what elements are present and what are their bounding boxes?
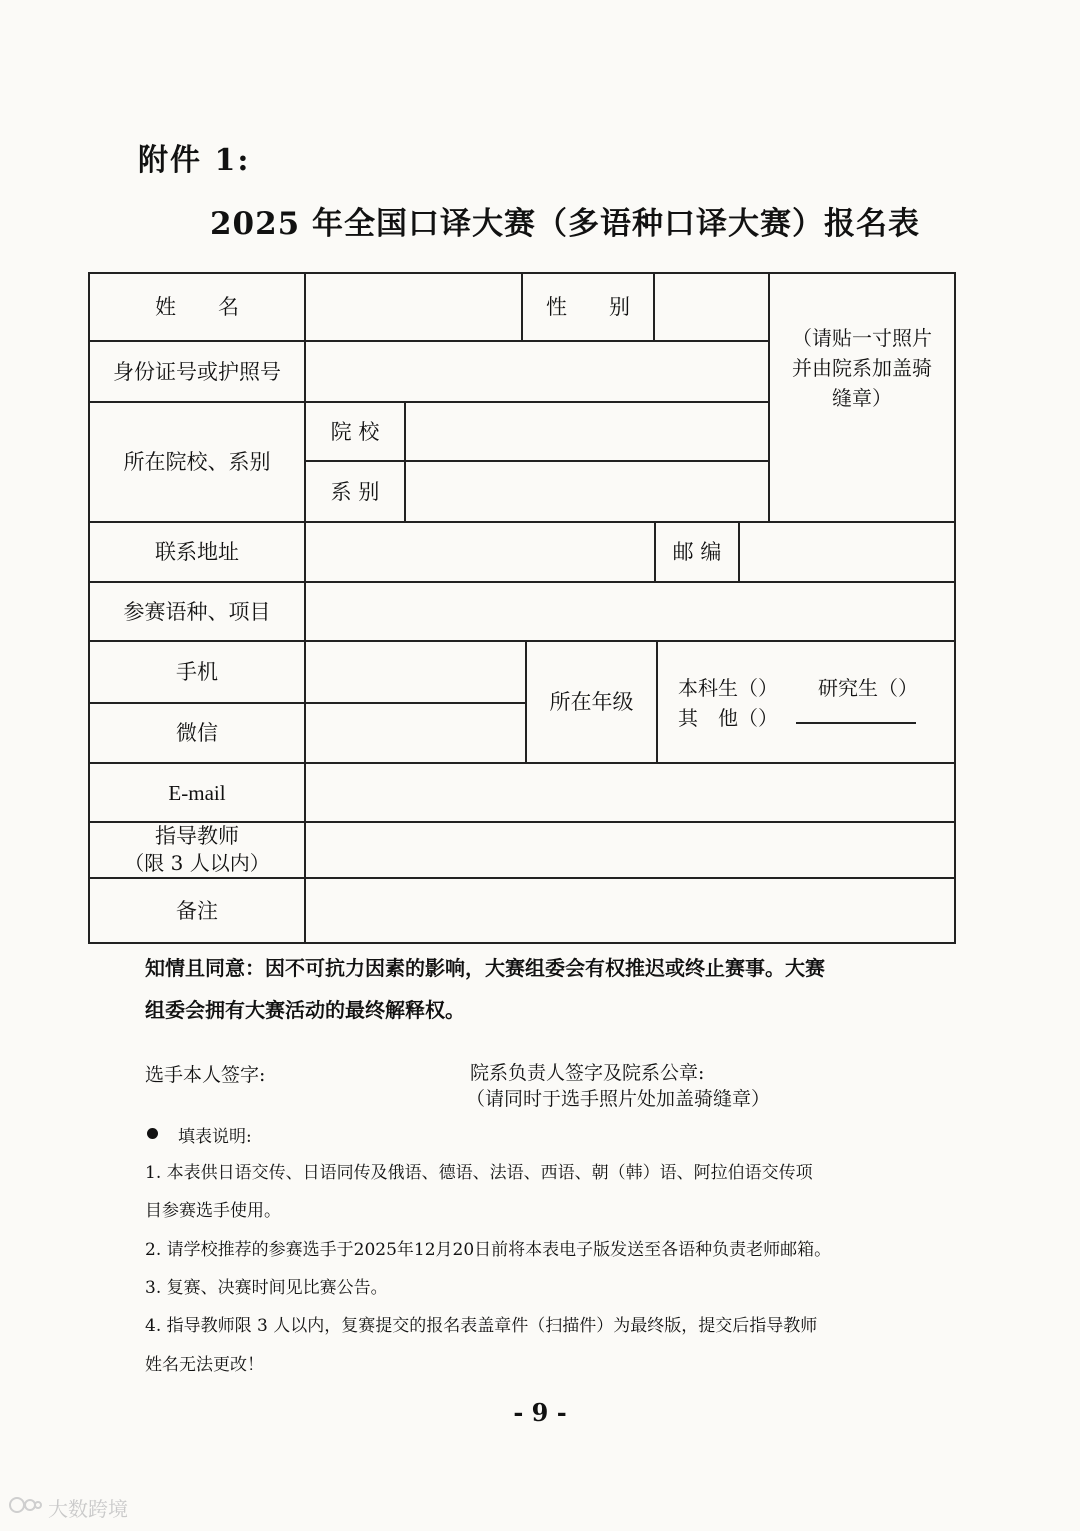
school-field[interactable] — [406, 403, 768, 460]
instruction-line-1: 1. 本表供日语交传、日语同传及俄语、德语、法语、西语、朝（韩）语、阿拉伯语交传项 — [145, 1163, 813, 1183]
department-field[interactable] — [406, 462, 768, 521]
photo-note-line-1: （请贴一寸照片 — [792, 325, 932, 350]
watermark-text: 大数跨境 — [48, 1497, 128, 1521]
notice-line-2: 组委会拥有大赛活动的最终解释权。 — [145, 998, 465, 1022]
registration-form-table — [88, 272, 956, 944]
department-signature-note: （请同时于选手照片处加盖骑缝章） — [466, 1088, 771, 1110]
photo-area[interactable] — [770, 274, 954, 521]
email-field[interactable] — [306, 764, 954, 821]
watermark — [8, 1493, 128, 1522]
form-title: 2025 年全国口译大赛（多语种口译大赛）报名表 — [209, 206, 921, 242]
advisor-note: （限 3 人以内） — [124, 851, 270, 875]
department-signature-label: 院系负责人签字及院系公章: — [470, 1062, 705, 1084]
grade-other-option[interactable]: 其 他（） — [678, 706, 778, 730]
advisor-label-cell — [90, 823, 304, 877]
remarks-field[interactable] — [306, 879, 954, 942]
photo-note-line-3: 缝章） — [832, 385, 892, 410]
gender-field[interactable] — [655, 274, 768, 340]
instruction-line-3: 2. 请学校推荐的参赛选手于2025年12月20日前将本表电子版发送至各语种负责老师邮箱。 — [145, 1240, 832, 1260]
remarks-label: 备注 — [176, 898, 218, 923]
instruction-line-4: 3. 复赛、决赛时间见比赛公告。 — [145, 1278, 388, 1298]
postcode-label: 邮 编 — [672, 540, 722, 564]
instruction-line-2: 目参赛选手使用。 — [145, 1201, 281, 1221]
instruction-line-5: 4. 指导教师限 3 人以内，复赛提交的报名表盖章件（扫描件）为最终版，提交后指导教师 — [145, 1316, 818, 1336]
id-field[interactable] — [306, 342, 768, 401]
watermark-logo-icon — [8, 1494, 42, 1521]
advisor-field[interactable] — [306, 823, 954, 877]
postcode-field[interactable] — [740, 523, 954, 581]
grade-label: 所在年级 — [549, 690, 634, 714]
language-label: 参赛语种、项目 — [123, 599, 271, 624]
page-number: - 9 - — [513, 1398, 567, 1427]
advisor-label: 指导教师 — [155, 824, 239, 848]
address-label: 联系地址 — [155, 540, 239, 564]
wechat-field[interactable] — [306, 704, 525, 762]
department-label: 系 别 — [330, 479, 380, 504]
phone-field[interactable] — [306, 642, 525, 702]
attachment-label: 附件 1: — [138, 143, 251, 178]
grade-undergrad-option[interactable]: 本科生（） — [678, 676, 778, 700]
language-field[interactable] — [306, 583, 954, 640]
gender-label: 性 别 — [546, 295, 630, 319]
phone-label: 手机 — [176, 660, 218, 684]
wechat-label: 微信 — [176, 721, 218, 745]
grade-other-blank[interactable] — [796, 722, 916, 724]
id-label: 身份证号或护照号 — [113, 359, 281, 384]
institution-label: 所在院校、系别 — [123, 450, 271, 474]
player-signature-label: 选手本人签字: — [145, 1064, 266, 1086]
name-label: 姓 名 — [155, 295, 239, 319]
bullet-icon — [147, 1128, 158, 1139]
notice-line-1: 知情且同意：因不可抗力因素的影响，大赛组委会有权推迟或终止赛事。大赛 — [145, 956, 825, 980]
photo-note-line-2: 并由院系加盖骑 — [792, 355, 932, 380]
school-label: 院 校 — [330, 419, 380, 444]
instructions-heading: 填表说明: — [178, 1127, 252, 1147]
grade-graduate-option[interactable]: 研究生（） — [818, 676, 918, 700]
instruction-line-6: 姓名无法更改！ — [145, 1355, 264, 1375]
email-label: E-mail — [168, 780, 226, 805]
address-field[interactable] — [306, 523, 654, 581]
name-field[interactable] — [306, 274, 521, 340]
